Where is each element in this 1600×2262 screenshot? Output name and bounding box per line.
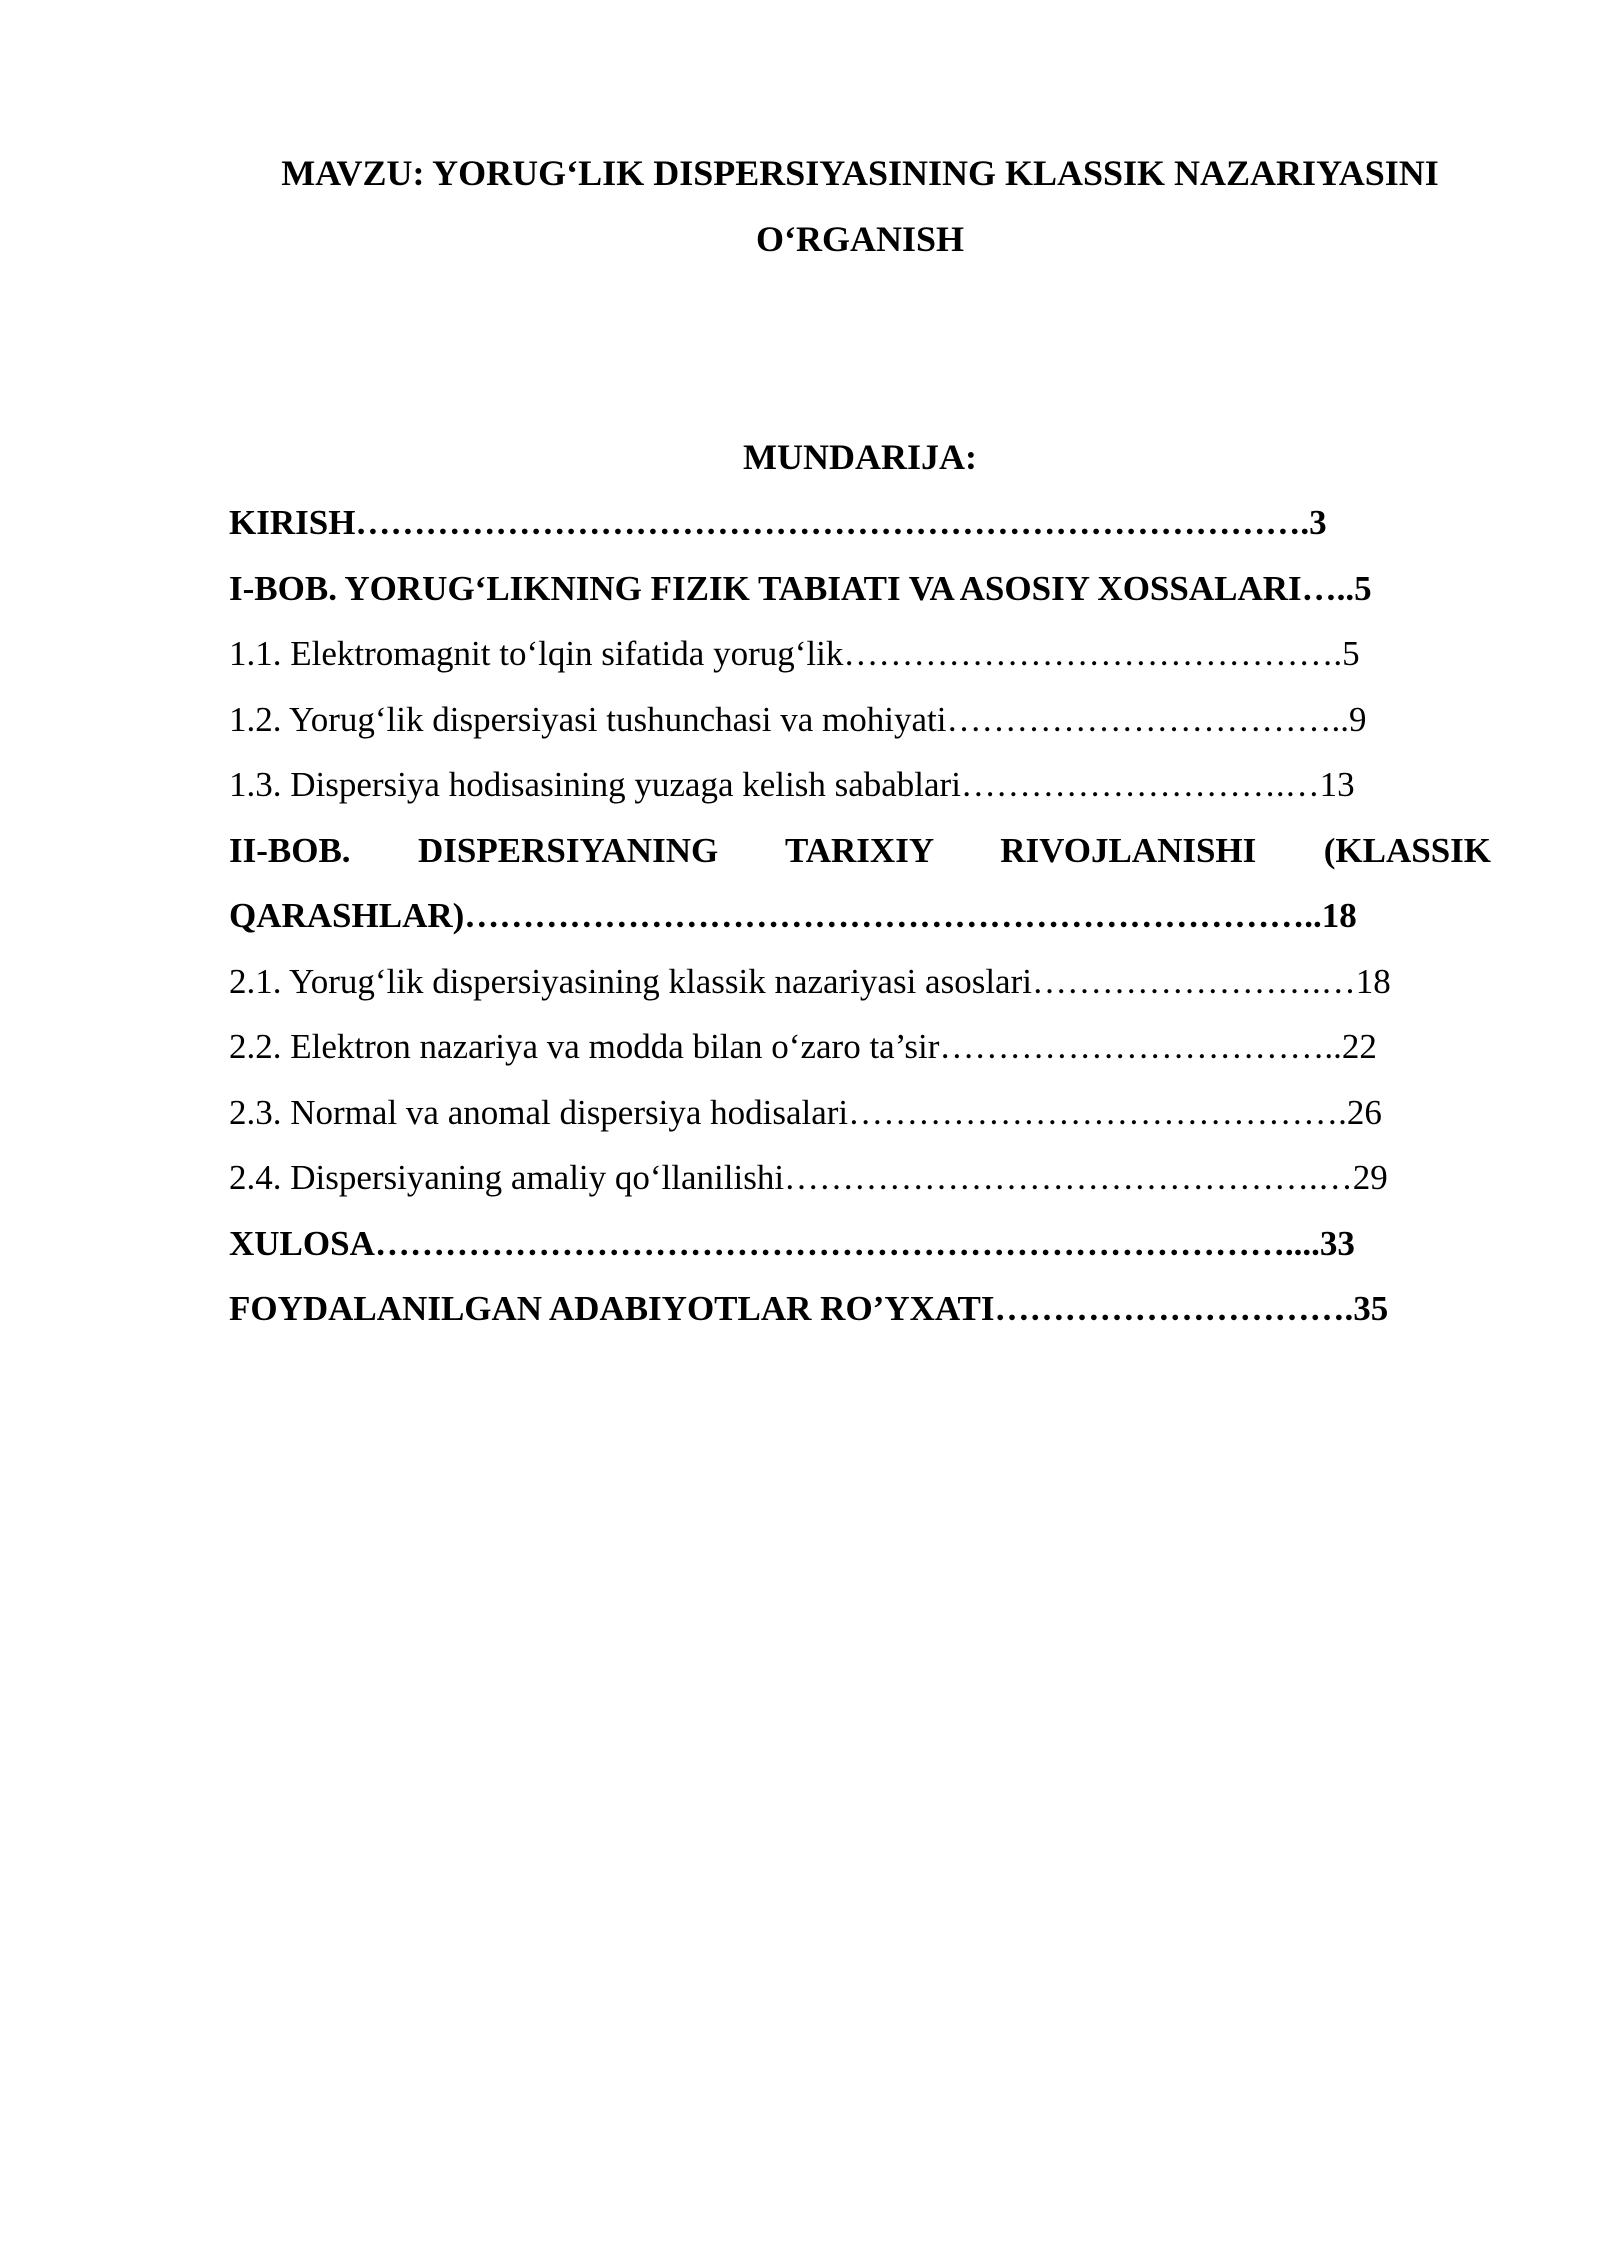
toc-entry-kirish: KIRISH……………………………………………………………………….3 <box>229 503 1327 542</box>
toc-entry-1-2: 1.2. Yorug‘lik dispersiyasi tushunchasi va mohiyati……………………………..9 <box>229 699 1367 739</box>
toc-entry-2-3: 2.3. Normal va anomal dispersiya hodisalari…………………………………….26 <box>229 1092 1382 1132</box>
toc-entry-chapter-2: II-BOB. DISPERSIYANING TARIXIY RIVOJLANISHI (KLASSIK <box>229 830 1491 870</box>
table-of-contents <box>229 490 1491 1342</box>
toc-entry-2-4: 2.4. Dispersiyaning amaliy qo‘llanilishi……………………………………….…29 <box>229 1158 1388 1197</box>
toc-entry-chapter-2-continued: QARASHLAR)………………………………………………………………..18 <box>229 896 1357 935</box>
title-line-1: MAVZU: YORUG‘LIK DISPERSIYASINING KLASSIK NAZARIYASINI <box>281 153 1439 193</box>
title-line-2: O‘RGANISH <box>755 219 965 259</box>
toc-entry-chapter-1: I-BOB. YORUG‘LIKNING FIZIK TABIATI VA ASOSIY XOSSALARI…..5 <box>229 568 1372 608</box>
toc-entry-2-2: 2.2. Elektron nazariya va modda bilan o‘zaro ta’sir……………………………..22 <box>229 1027 1377 1066</box>
toc-entry-references: FOYDALANILGAN ADABIYOTLAR RO’YXATI………………………….35 <box>229 1289 1389 1328</box>
toc-heading: MUNDARIJA: <box>743 437 977 477</box>
toc-entry-1-3: 1.3. Dispersiya hodisasining yuzaga kelish sabablari……………………….…13 <box>229 765 1355 804</box>
toc-entry-xulosa: XULOSA……………………………………………………………………....33 <box>229 1223 1355 1263</box>
toc-entry-1-1: 1.1. Elektromagnit to‘lqin sifatida yorug‘lik…………………………………….5 <box>229 634 1360 673</box>
toc-entry-2-1: 2.1. Yorug‘lik dispersiyasining klassik nazariyasi asoslari…………………….…18 <box>229 961 1391 1001</box>
page-title <box>200 140 1520 272</box>
